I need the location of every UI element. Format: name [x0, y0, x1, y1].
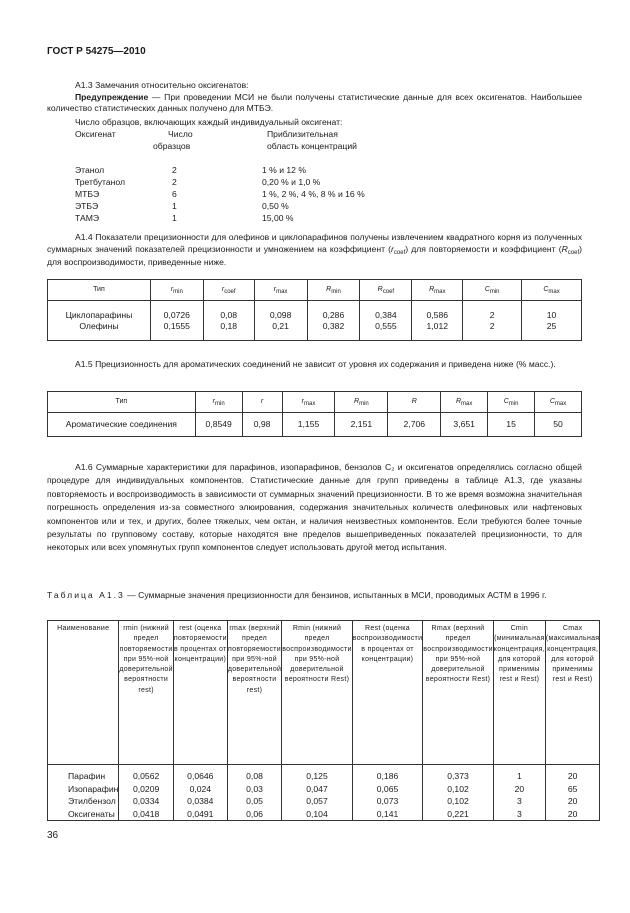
col-header: $C_{min}$	[463, 280, 522, 301]
table-row: Ароматические соединения 0,8549 0,98 1,155 2,151 2,706 3,651 15 50	[48, 413, 582, 437]
warning-text: — При проведении МСИ не были получены статистические данные для всех оксигенатов. Наибольшее количество статистических данных получено для МТБЭ.	[47, 92, 582, 114]
col-header: r	[242, 392, 282, 413]
col-header: $C_{min}$	[488, 392, 535, 413]
oxygenate-count: 1	[172, 201, 177, 211]
oxygenate-range: 1 %, 2 %, 4 %, 8 % и 16 %	[262, 189, 365, 199]
col-header: Cmin (минимальная концентрация, для которой применимы rest и Rest)	[493, 621, 545, 765]
oxygenate-name: ТАМЭ	[75, 213, 100, 223]
col-header: $C_{max}$	[535, 392, 582, 413]
col-header: $R_{min}$	[335, 392, 388, 413]
col-header: $r_{max}$	[254, 280, 307, 301]
col-header: Rest (оценка воспроизводимости в процентах от концентрации)	[352, 621, 423, 765]
oxygenate-name: МТБЭ	[75, 189, 100, 199]
col-header: rest (оценка повторяемости в процентах от концентрации)	[173, 621, 227, 765]
range-col-header-2: область концентраций	[267, 141, 357, 151]
table-row: Олефины 0,1555 0,18 0,21 0,382 0,555 1,012 2 25	[48, 321, 582, 340]
col-header: rmax (верхний предел повторяемости при 95%-ной доверительной вероятности rest)	[227, 621, 281, 765]
col-header: $r_{min}$	[150, 280, 203, 301]
col-header: $R_{min}$	[307, 280, 360, 301]
precision-table-aromatics	[47, 391, 582, 437]
col-header: Cmax (максимальная концентрация, для которой применимы rest и Rest)	[545, 621, 599, 765]
col-header: $C_{max}$	[522, 280, 582, 301]
summary-precision-table	[47, 620, 600, 821]
table-row: Циклопарафины 0,0726 0,08 0,098 0,286 0,384 0,586 2 10	[48, 301, 582, 322]
oxygenate-name: Этанол	[75, 165, 105, 175]
section-a15: А1.5 Прецизионность для ароматических соединений не зависит от уровня их содержания и приведена ниже (% масс.).	[75, 359, 556, 369]
section-a13-title: А1.3 Замечания относительно оксигенатов:	[75, 80, 249, 90]
oxygenate-range: 15,00 %	[262, 213, 294, 223]
oxygenate-count-line: Число образцов, включающих каждый индивидуальный оксигенат:	[75, 117, 343, 127]
col-header: $R_{coef}$	[360, 280, 412, 301]
oxygenate-name: Третбутанол	[75, 177, 125, 187]
oxygenate-count: 1	[172, 213, 177, 223]
col-header: $r_{min}$	[195, 392, 242, 413]
count-col-header-1: Число	[168, 129, 193, 139]
section-a14: А1.4 Показатели прецизионности для олефинов и циклопарафинов получены извлечением квадратного корня из полученных суммарных значений показателей прецизионности и умножением на коэффициент $(r_{coef})$ для повторяемости и коэффициент $(R_{coef})$ для воспроизводимости, приведенные ниже.	[47, 232, 582, 267]
oxygenate-range: 0,20 % и 1,0 %	[262, 177, 321, 187]
table-caption: Таблица А1.3 — Суммарные значения прецизионности для бензинов, испытанных в МСИ, проводимых АСТМ в 1996 г.	[47, 590, 547, 600]
col-header: $R_{max}$	[412, 280, 463, 301]
oxygenate-count: 6	[172, 189, 177, 199]
document-header: ГОСТ Р 54275—2010	[47, 46, 146, 57]
warning-label: Предупреждение	[75, 92, 149, 102]
col-header: Rmax (верхний предел воспроизводимости при 95%-ной доверительной вероятности Rest)	[423, 621, 494, 765]
warning-paragraph	[47, 92, 582, 115]
range-col-header-1: Приблизительная	[267, 129, 338, 139]
col-header: $r_{coef}$	[203, 280, 254, 301]
col-header: Наименование	[48, 621, 119, 765]
oxygenate-range: 1 % и 12 %	[262, 165, 306, 175]
oxygenate-count: 2	[172, 177, 177, 187]
table-row: Парафин Изопарафин Этилбензол Оксигенаты 0,0562 0,0209 0,0334 0,0418 0,0646 0,024 0,0384 0,0491 0,08 0,03 0,05 0,06 0,125 0,047 0,057 0,104 0,186 0,065 0,073 0,141 0,373 0,102 0,102 0,221 1 20 3 3 20 65 20 20	[48, 765, 600, 821]
oxygenate-range: 0,50 %	[262, 201, 289, 211]
section-a16: А1.6 Суммарные характеристики для парафинов, изопарафинов, бензолов C₂ и оксигенатов определялись согласно общей процедуре для индивидуальных компонентов. Статистические данные для групп приведены в таблице А1.3, где указаны повторяемость и воспроизводимость в зависимости от суммарных значений прецизионности. В то же время возможна значительная погрешность определения из-за совместного элюирования, содержания значительных количеств олефиновых или нафтеновых компонентов или и тех, и других, более тяжелых, чем октан, и наличия неизвестных компонентов. Если требуются более точные результаты по групповому составу, которые находятся вне пределов вышеприведенных показателей прецизионности, то для некоторых или всех упомянутых групп компонентов следует использовать другой метод испытания.	[47, 462, 582, 553]
count-col-header-2: образцов	[153, 141, 191, 151]
precision-table-olefins	[47, 279, 582, 341]
col-header: $r_{max}$	[282, 392, 335, 413]
col-header: Rmin (нижний предел воспроизводимости при 95%-ной доверительной вероятности Rest)	[282, 621, 353, 765]
oxygenate-count: 2	[172, 165, 177, 175]
col-header: $R_{max}$	[441, 392, 488, 413]
col-header: R	[388, 392, 441, 413]
oxygenate-name: ЭТБЭ	[75, 201, 99, 211]
col-header: rmin (нижний предел повторяемости при 95%-ной доверительной вероятности rest)	[119, 621, 173, 765]
page-number: 36	[47, 830, 59, 841]
col-header: Тип	[48, 392, 196, 413]
oxygenate-col-header: Оксигенат	[75, 129, 116, 139]
col-header: Тип	[48, 280, 151, 301]
